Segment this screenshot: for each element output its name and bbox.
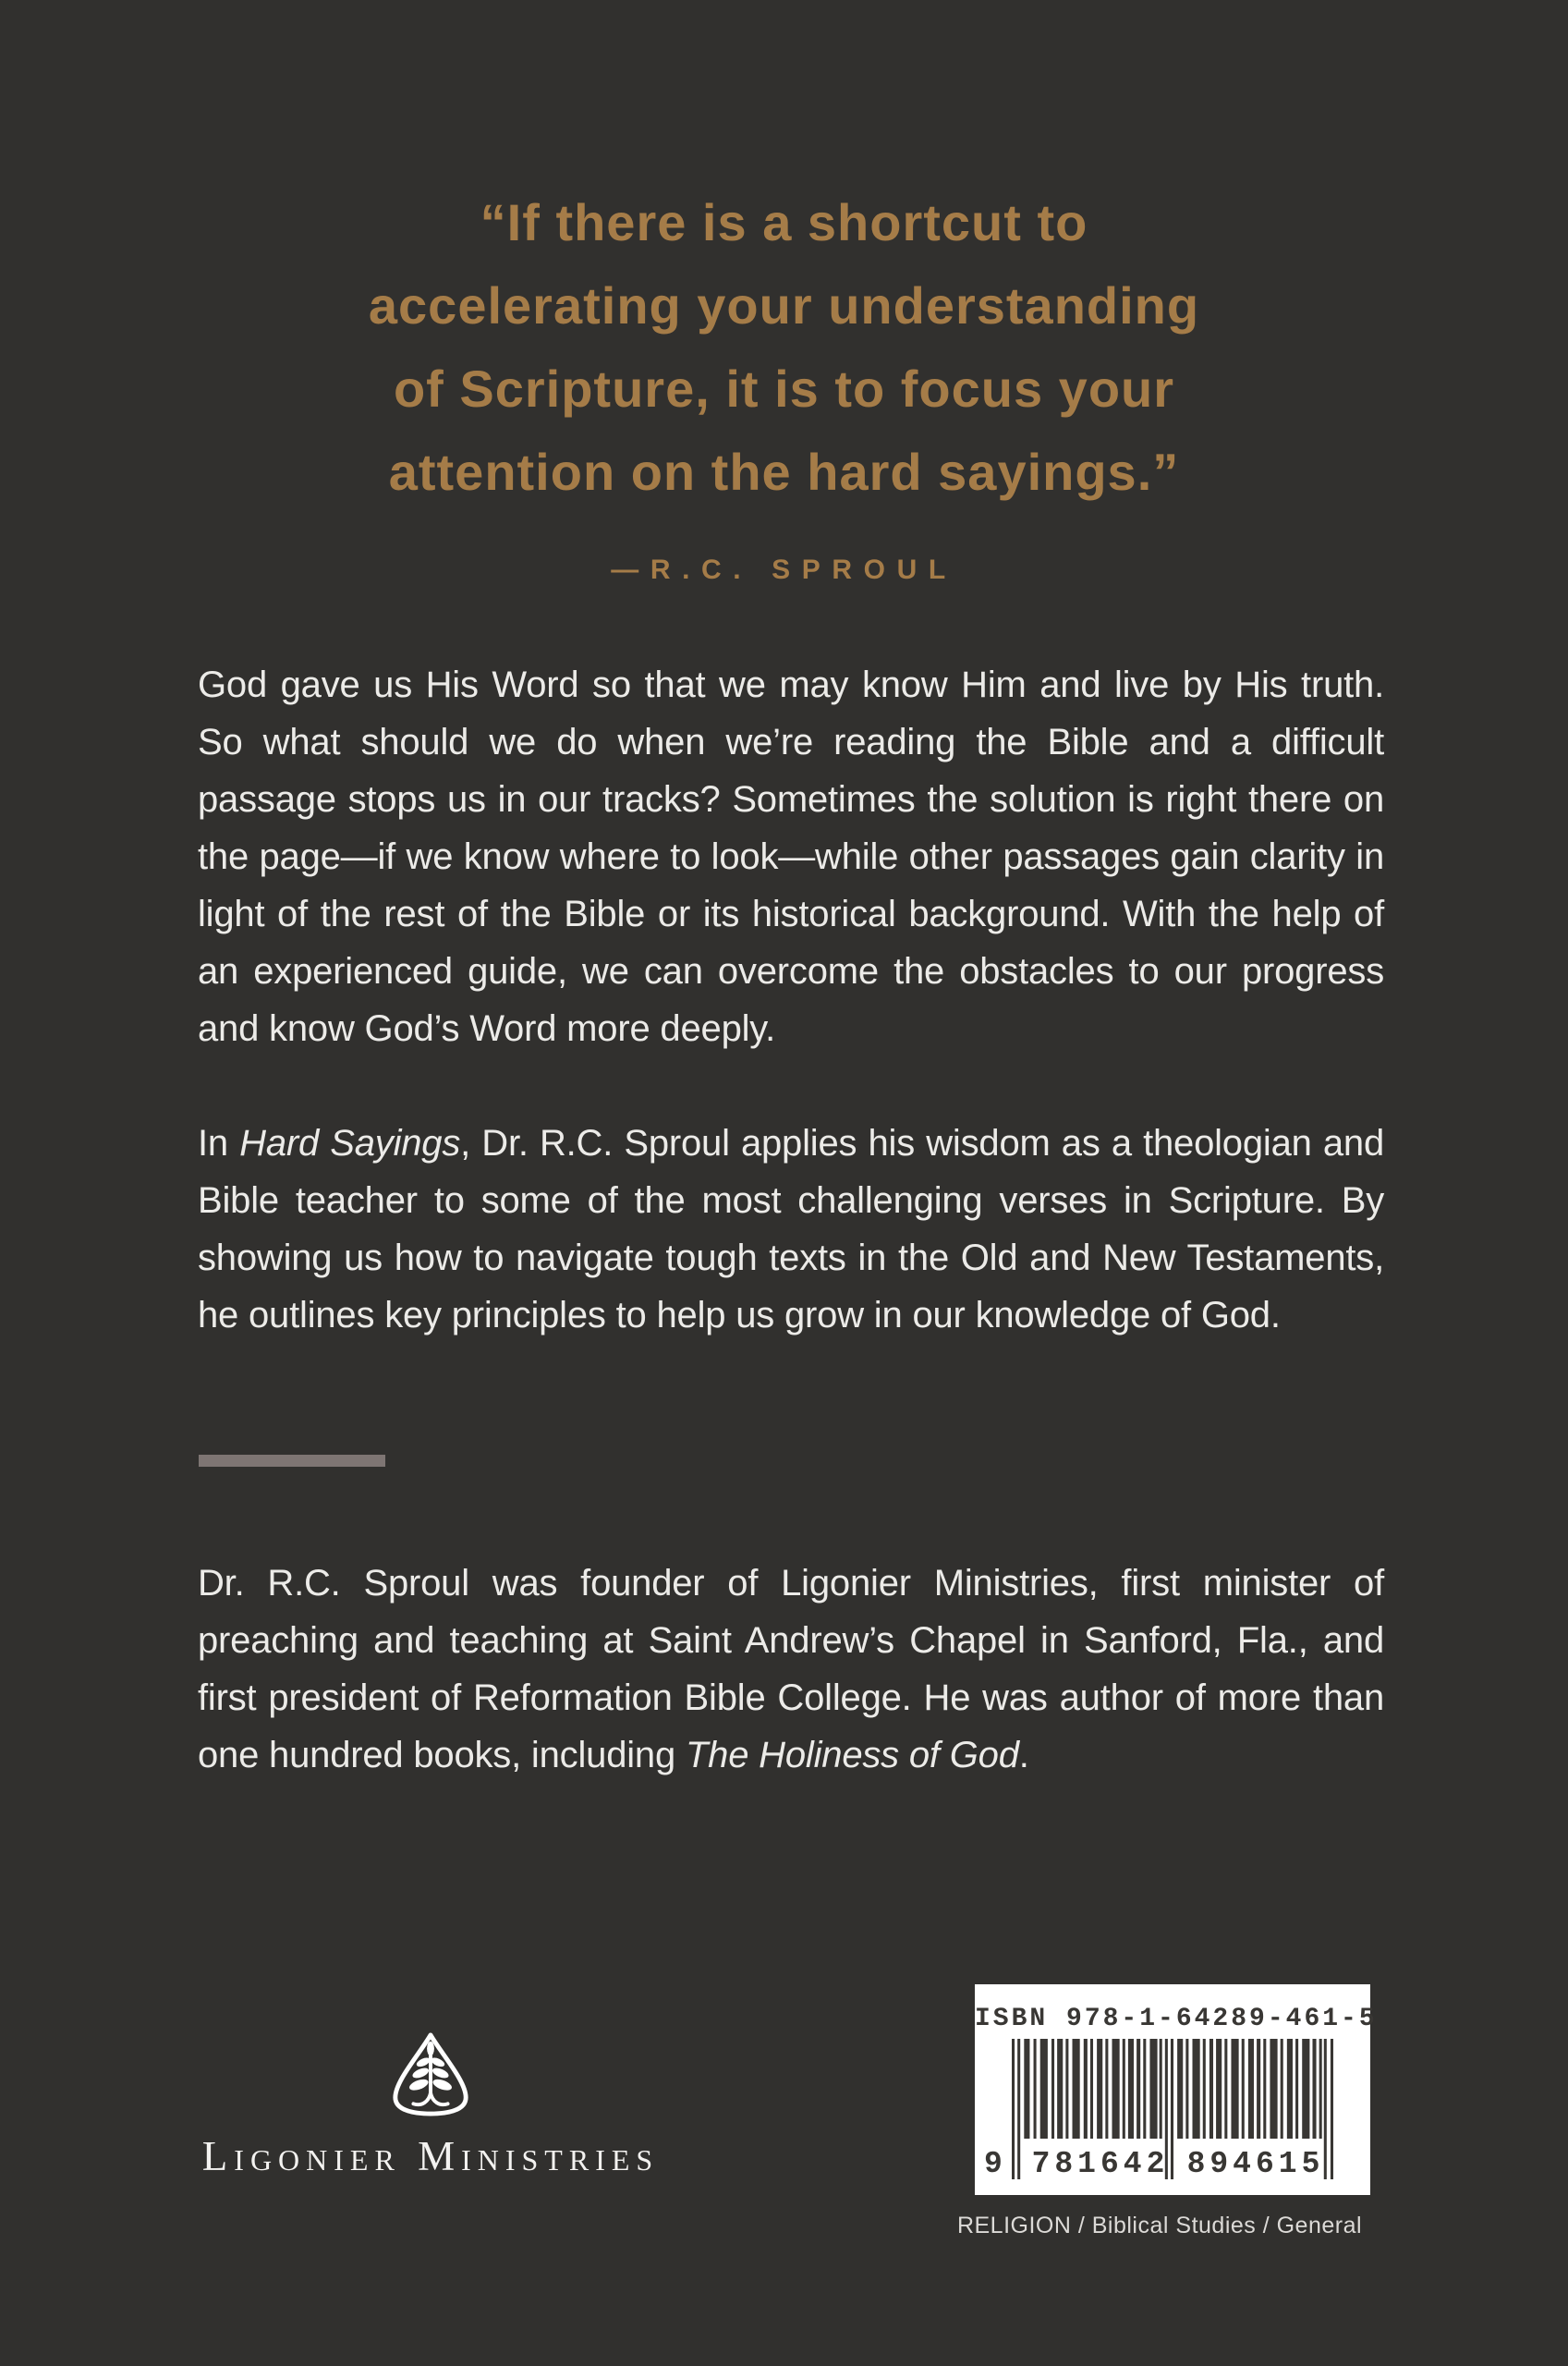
pull-quote [0,181,1568,586]
ean-left-digit: 9 [984,2147,1003,2181]
quote-line-3: of Scripture, it is to focus your [393,360,1175,418]
book-title-italic: Hard Sayings [239,1123,461,1164]
back-cover-description [198,656,1384,1344]
publisher-block [172,2031,689,2180]
author-bio [198,1555,1384,1784]
ean-digits [984,2147,1333,2181]
bisac-category-line: RELIGION / Biblical Studies / General [956,2213,1363,2238]
publisher-wordmark: Ligonier Ministries [201,2133,660,2179]
author-bio-text: Dr. R.C. Sproul was founder of Ligonier Ministries, first minister of preaching and teaching at Saint Andrew’s Chapel in Sanford, Fla., and first president of Reformation Bible College. He was author of more than one hundred books, including [198,1563,1384,1775]
isbn-label: ISBN 978-1-64289-461-5 [975,2005,1378,2033]
description-paragraph-2-rest: , Dr. R.C. Sproul applies his wisdom as a theologian and Bible teacher to some of the most challenging verses in Scripture. By showing us how to navigate tough texts in the Old and New Testaments, he outlines key principles to help us grow in our knowledge of God. [198,1123,1385,1335]
author-bio-suffix: . [1018,1735,1029,1775]
quote-line-2: accelerating your understanding [368,276,1200,335]
description-paragraph-1-text: God gave us His Word so that we may know Him and live by His truth. So what should we do when we’re reading the Bible and a difficult passage stops us in our tracks? Sometimes the solution is right there on the page—if we know where to look—while other passages gain clarity in light of the rest of the Bible or its historical background. With the help of an experienced guide, we can overcome the obstacles to our progress and know God’s Word more deeply. [198,665,1384,1049]
ean-group-1: 781642 [1031,2147,1170,2181]
ean-group-2: 894615 [1186,2147,1325,2181]
ligonier-tree-logo-icon [389,2031,472,2116]
description-paragraph-1 [198,656,1384,1057]
quote-attribution: —R.C. SPROUL [611,555,957,585]
isbn-barcode-box [975,1984,1378,2195]
barcode-bars [984,2039,1333,2181]
description-paragraph-2 [198,1115,1384,1344]
description-paragraph-2-prefix: In [198,1123,240,1164]
quote-line-1: “If there is a shortcut to [480,193,1088,251]
section-divider [199,1455,385,1467]
holiness-of-god-title-italic: The Holiness of God [685,1735,1019,1775]
quote-line-4: attention on the hard sayings.” [388,443,1180,501]
